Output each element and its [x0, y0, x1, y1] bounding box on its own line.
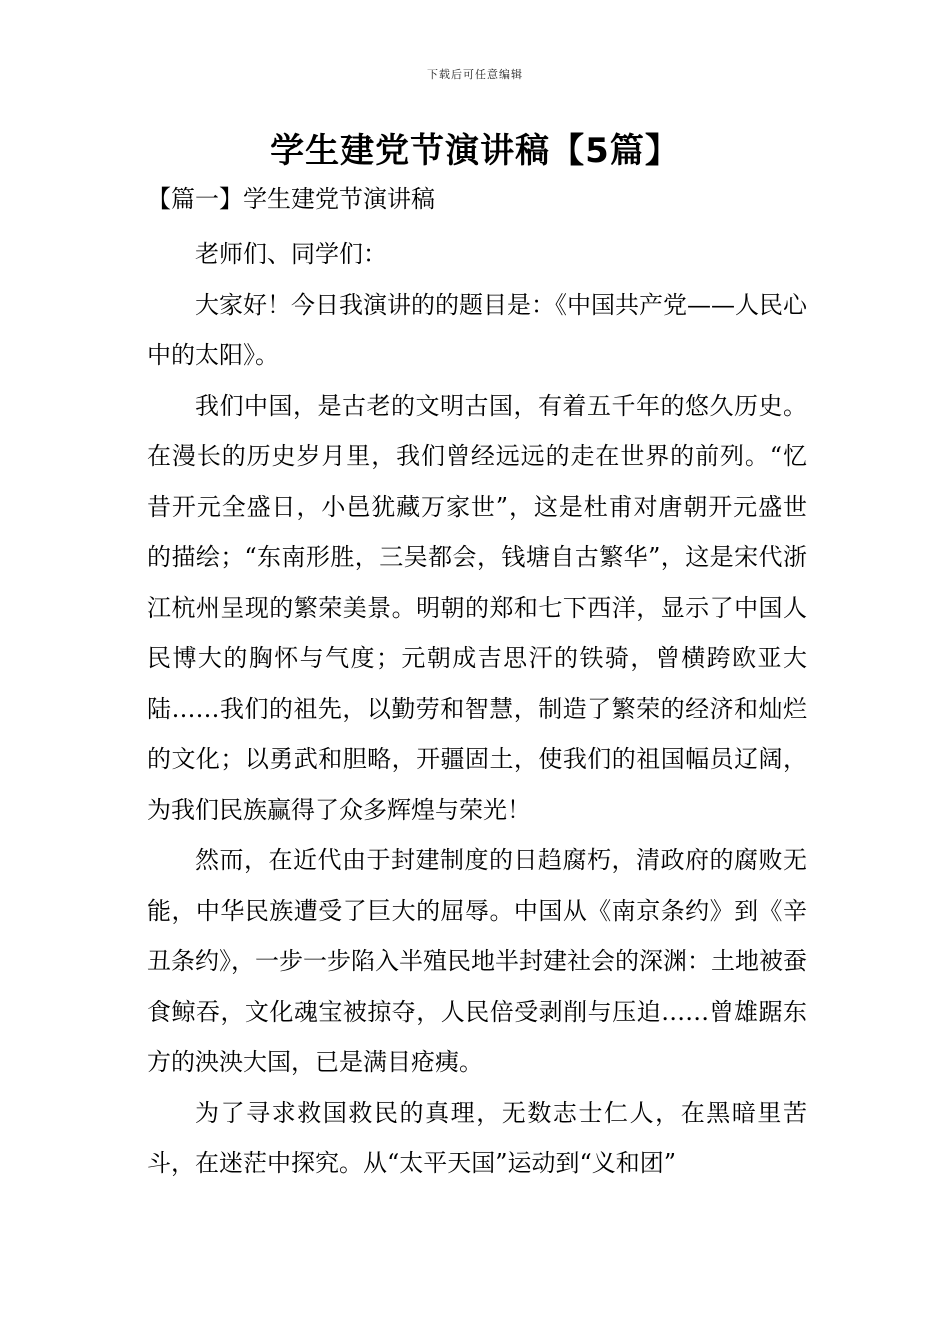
section-heading: 【篇一】学生建党节演讲稿 [147, 185, 435, 213]
paragraph-opening: 大家好！今日我演讲的的题目是：《中国共产党——人民心中的太阳》。 [147, 290, 807, 369]
paragraph-greeting: 老师们、同学们： [195, 240, 387, 268]
paragraph-struggle: 为了寻求救国救民的真理，无数志士仁人，在黑暗里苦斗，在迷茫中探究。从“太平天国”运动到“义和团” [147, 1098, 807, 1177]
header-note: 下载后可任意编辑 [427, 68, 523, 81]
document-title: 学生建党节演讲稿【5篇】 [270, 131, 680, 171]
body-text [147, 229, 807, 1189]
paragraph-modern-humiliation: 然而，在近代由于封建制度的日趋腐朽，清政府的腐败无能，中华民族遭受了巨大的屈辱。中国从《南京条约》到《辛丑条约》，一步一步陷入半殖民地半封建社会的深渊：土地被蚕食鲸吞，文化魂宝被掠夺，人民倍受剥削与压迫……曾雄踞东方的泱泱大国，已是满目疮痍。 [147, 846, 807, 1076]
paragraph-history: 我们中国，是古老的文明古国，有着五千年的悠久历史。在漫长的历史岁月里，我们曾经远远的走在世界的前列。“忆昔开元全盛日，小邑犹藏万家世”，这是杜甫对唐朝开元盛世的描绘；“东南形胜，三吴都会，钱塘自古繁华”，这是宋代浙江杭州呈现的繁荣美景。明朝的郑和七下西洋，显示了中国人民博大的胸怀与气度；元朝成吉思汗的铁骑，曾横跨欧亚大陆……我们的祖先，以勤劳和智慧，制造了繁荣的经济和灿烂的文化；以勇武和胆略，开疆固土，使我们的祖国幅员辽阔，为我们民族赢得了众多辉煌与荣光！ [147, 391, 807, 824]
